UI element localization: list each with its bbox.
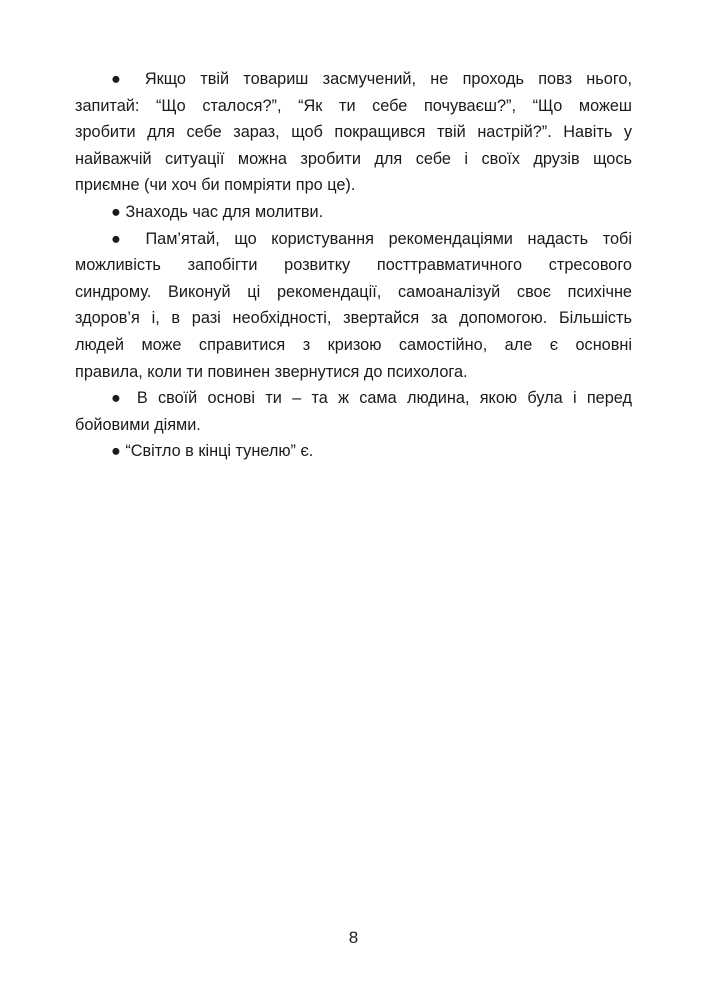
text-line: ● Пам’ятай, що користування рекомендаціями надасть тобі: [111, 229, 632, 248]
text-line: приємне (чи хоч би помріяти про це).: [75, 176, 356, 195]
text-line: ● В своїй основі ти – та ж сама людина, якою була і перед: [111, 389, 632, 408]
text-line: ● Знаходь час для молитви.: [111, 202, 324, 221]
bullet-paragraph: [75, 66, 632, 199]
text-line: зробити для себе зараз, щоб покращився твій настрій?”. Навіть у: [75, 123, 632, 142]
text-line: здоров’я і, в разі необхідності, звертайся за допомогою. Більшість: [75, 309, 632, 328]
text-line: бойовими діями.: [75, 415, 201, 434]
bullet-paragraph: [75, 385, 632, 438]
text-line: ● Якщо твій товариш засмучений, не проходь повз нього,: [111, 70, 632, 88]
text-line: синдрому. Виконуй ці рекомендації, самоаналізуй своє психічне: [75, 282, 632, 301]
text-line: правила, коли ти повинен звернутися до психолога.: [75, 362, 468, 381]
text-line: людей може справитися з кризою самостійно, але є основні: [75, 335, 632, 354]
page-body: [75, 66, 632, 465]
text-line: найважчій ситуації можна зробити для себе і своїх друзів щось: [75, 149, 632, 168]
text-line: ● “Світло в кінці тунелю” є.: [111, 442, 314, 461]
bullet-paragraph: [75, 226, 632, 386]
bullet-paragraph: [75, 438, 632, 465]
page-number: 8: [348, 928, 359, 947]
text-line: можливість запобігти розвитку посттравматичного стресового: [75, 256, 632, 275]
text-line: запитай: “Що сталося?”, “Як ти себе почуваєш?”, “Що можеш: [75, 96, 632, 115]
bullet-paragraph: [75, 199, 632, 226]
